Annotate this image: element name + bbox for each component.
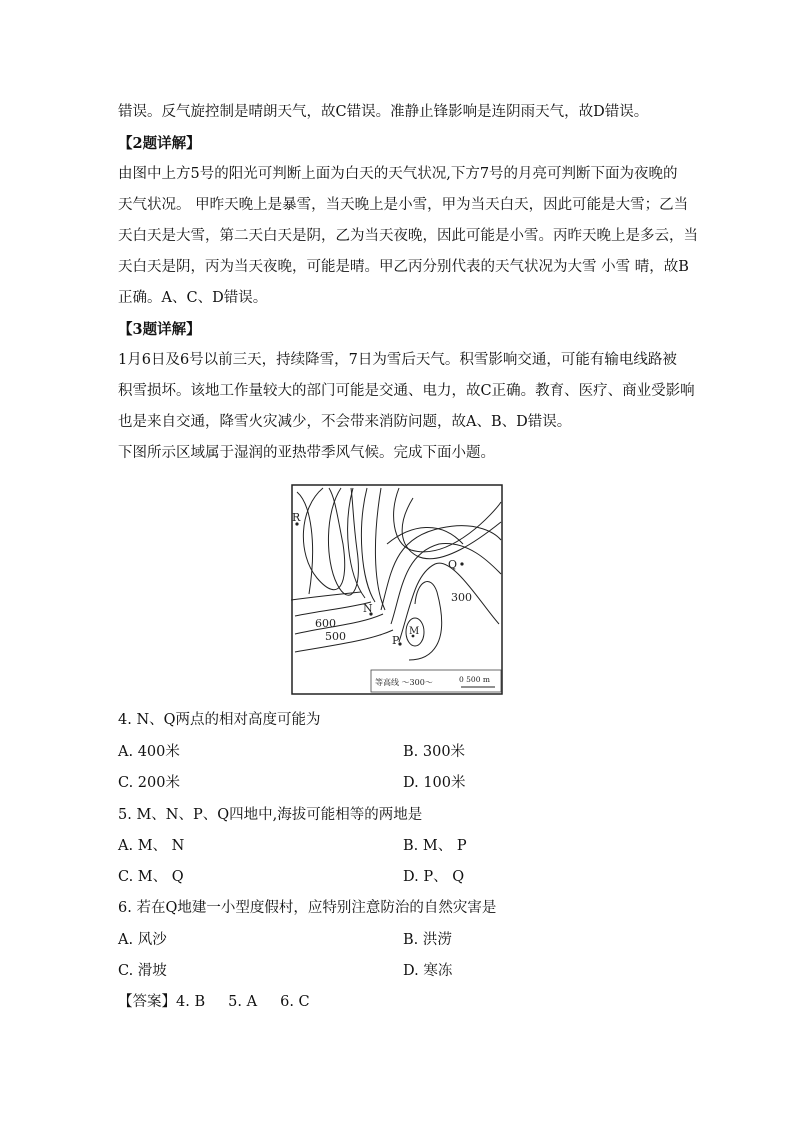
point-q-label: Q [448,558,458,571]
heading-text: 【3题详解】 [118,321,201,338]
text-line: 积雪损坏。该地工作量较大的部门可能是交通、电力，故C正确。教育、医疗、商业受影响 [118,383,695,399]
point-r-label: R [292,511,301,524]
text-line: 天气状况。 甲昨天晚上是暴雪，当天晚上是小雪，甲为当天白天，因此可能是大雪；乙当 [118,197,689,213]
contour-label-500: 500 [325,630,346,643]
heading-q2-explanation [118,128,684,159]
question-5-option-a[interactable]: A. M、 N [118,838,185,854]
text-line: 天白天是大雪，第二天白天是阴，乙为当天夜晚，因此可能是小雪。丙昨天晚上是多云，当 [118,228,698,244]
question-4-stem: 4. N、Q两点的相对高度可能为 [118,712,321,728]
intro-text: 下图所示区域属于湿润的亚热带季风气候。完成下面小题。 [118,445,495,461]
text-line: 错误。反气旋控制是晴朗天气，故C错误。准静止锋影响是连阴雨天气，故D错误。 [118,104,649,120]
text-line: 由图中上方5号的阳光可判断上面为白天的天气状况,下方7号的月亮可判断下面为夜晚的 [118,166,678,182]
scale-text: 0 500 m [459,675,490,684]
point-n-label: N [363,602,373,615]
text-line: 正确。A、C、D错误。 [118,290,268,306]
contour-label-600: 600 [315,617,336,630]
explanation-q2 [118,159,698,314]
point-q-dot [460,562,463,565]
question-6-option-b[interactable]: B. 洪涝 [403,932,452,948]
text-line: 也是来自交通，降雪火灾减少，不会带来消防问题，故A、B、D错误。 [118,414,572,430]
contour-label-300: 300 [451,591,472,604]
question-5-option-c[interactable]: C. M、 Q [118,869,184,885]
answer-line: 【答案】4. B 5. A 6. C [118,994,310,1010]
explanation-q1-end [118,97,684,128]
question-4-option-d[interactable]: D. 100米 [403,775,466,791]
question-5-option-b[interactable]: B. M、 P [403,838,467,854]
contour-map [291,484,503,695]
text-line: 1月6日及6号以前三天，持续降雪，7日为雪后天气。积雪影响交通，可能有输电线路被 [118,352,677,368]
question-6-option-a[interactable]: A. 风沙 [118,932,167,948]
question-4-option-b[interactable]: B. 300米 [403,744,466,760]
question-6-option-d[interactable]: D. 寒冻 [403,963,453,979]
contour-map-svg [291,484,503,695]
question-6-option-c[interactable]: C. 滑坡 [118,963,167,979]
question-4-option-a[interactable]: A. 400米 [118,744,180,760]
question-group-intro [118,438,684,469]
question-4-option-c[interactable]: C. 200米 [118,775,180,791]
question-6-stem: 6. 若在Q地建一小型度假村，应特别注意防治的自然灾害是 [118,900,497,916]
heading-text: 【2题详解】 [118,135,201,152]
question-5-stem: 5. M、N、P、Q四地中,海拔可能相等的两地是 [118,807,423,823]
text-line: 天白天是阴，丙为当天夜晚，可能是晴。甲乙丙分别代表的天气状况为大雪 小雪 晴，故B [118,259,689,275]
map-frame [292,485,502,694]
point-p-label: P [392,634,400,647]
question-5-option-d[interactable]: D. P、 Q [403,869,465,885]
point-m-label: M [409,626,420,637]
explanation-q3 [118,345,695,438]
heading-q3-explanation [118,314,684,345]
legend-contour-text: 等高线 ～300～ [375,678,433,687]
